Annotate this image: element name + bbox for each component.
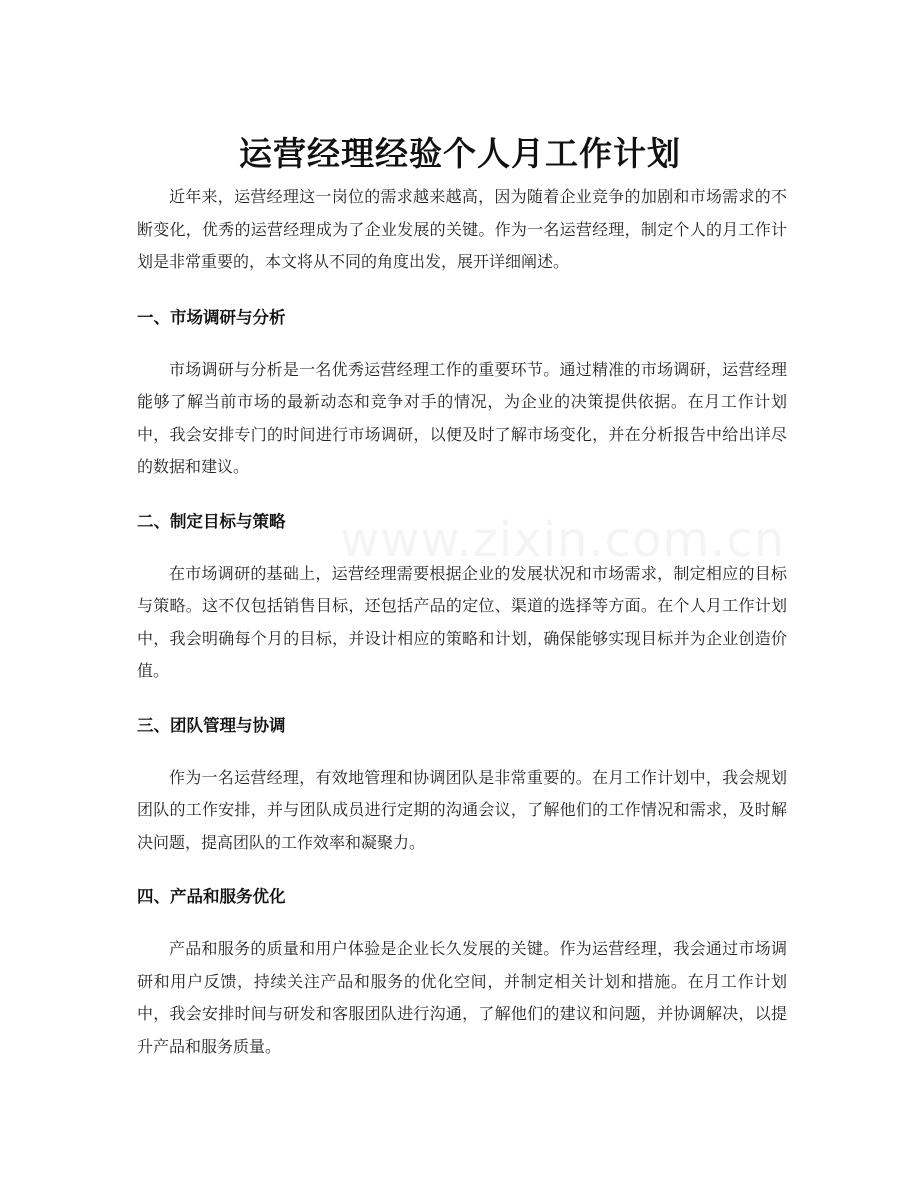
intro-paragraph: 近年来，运营经理这一岗位的需求越来越高，因为随着企业竞争的加剧和市场需求的不断变化，优秀的运营经理成为了企业发展的关键。作为一名运营经理，制定个人的月工作计划是非常重要的，本文将从不同的角度出发，展开详细阐述。 xyxy=(137,187,787,271)
section-body-2: 在市场调研的基础上，运营经理需要根据企业的发展状况和市场需求，制定相应的目标与策略。这不仅包括销售目标，还包括产品的定位、渠道的选择等方面。在个人月工作计划中，我会明确每个月的目标，并设计相应的策略和计划，确保能够实现目标并为企业创造价值。 xyxy=(137,563,787,680)
section-body-1: 市场调研与分析是一名优秀运营经理工作的重要环节。通过精准的市场调研，运营经理能够了解当前市场的最新动态和竞争对手的情况，为企业的决策提供依据。在月工作计划中，我会安排专门的时间进行市场调研，以便及时了解市场变化，并在分析报告中给出详尽的数据和建议。 xyxy=(137,359,787,476)
section-heading-3: 三、团队管理与协调 xyxy=(137,715,286,735)
section-heading-1: 一、市场调研与分析 xyxy=(137,307,286,327)
section-body-4: 产品和服务的质量和用户体验是企业长久发展的关键。作为运营经理，我会通过市场调研和用户反馈，持续关注产品和服务的优化空间，并制定相关计划和措施。在月工作计划中，我会安排时间与研发和客服团队进行沟通，了解他们的建议和问题，并协调解决，以提升产品和服务质量。 xyxy=(137,939,787,1056)
document-body xyxy=(137,181,787,1085)
section-heading-4: 四、产品和服务优化 xyxy=(137,887,286,906)
section-heading-2: 二、制定目标与策略 xyxy=(137,511,286,531)
section-body-3: 作为一名运营经理，有效地管理和协调团队是非常重要的。在月工作计划中，我会规划团队的工作安排，并与团队成员进行定期的沟通会议，了解他们的工作情况和需求，及时解决问题，提高团队的工作效率和凝聚力。 xyxy=(137,767,787,852)
document-title: 运营经理经验个人月工作计划 xyxy=(239,134,681,174)
